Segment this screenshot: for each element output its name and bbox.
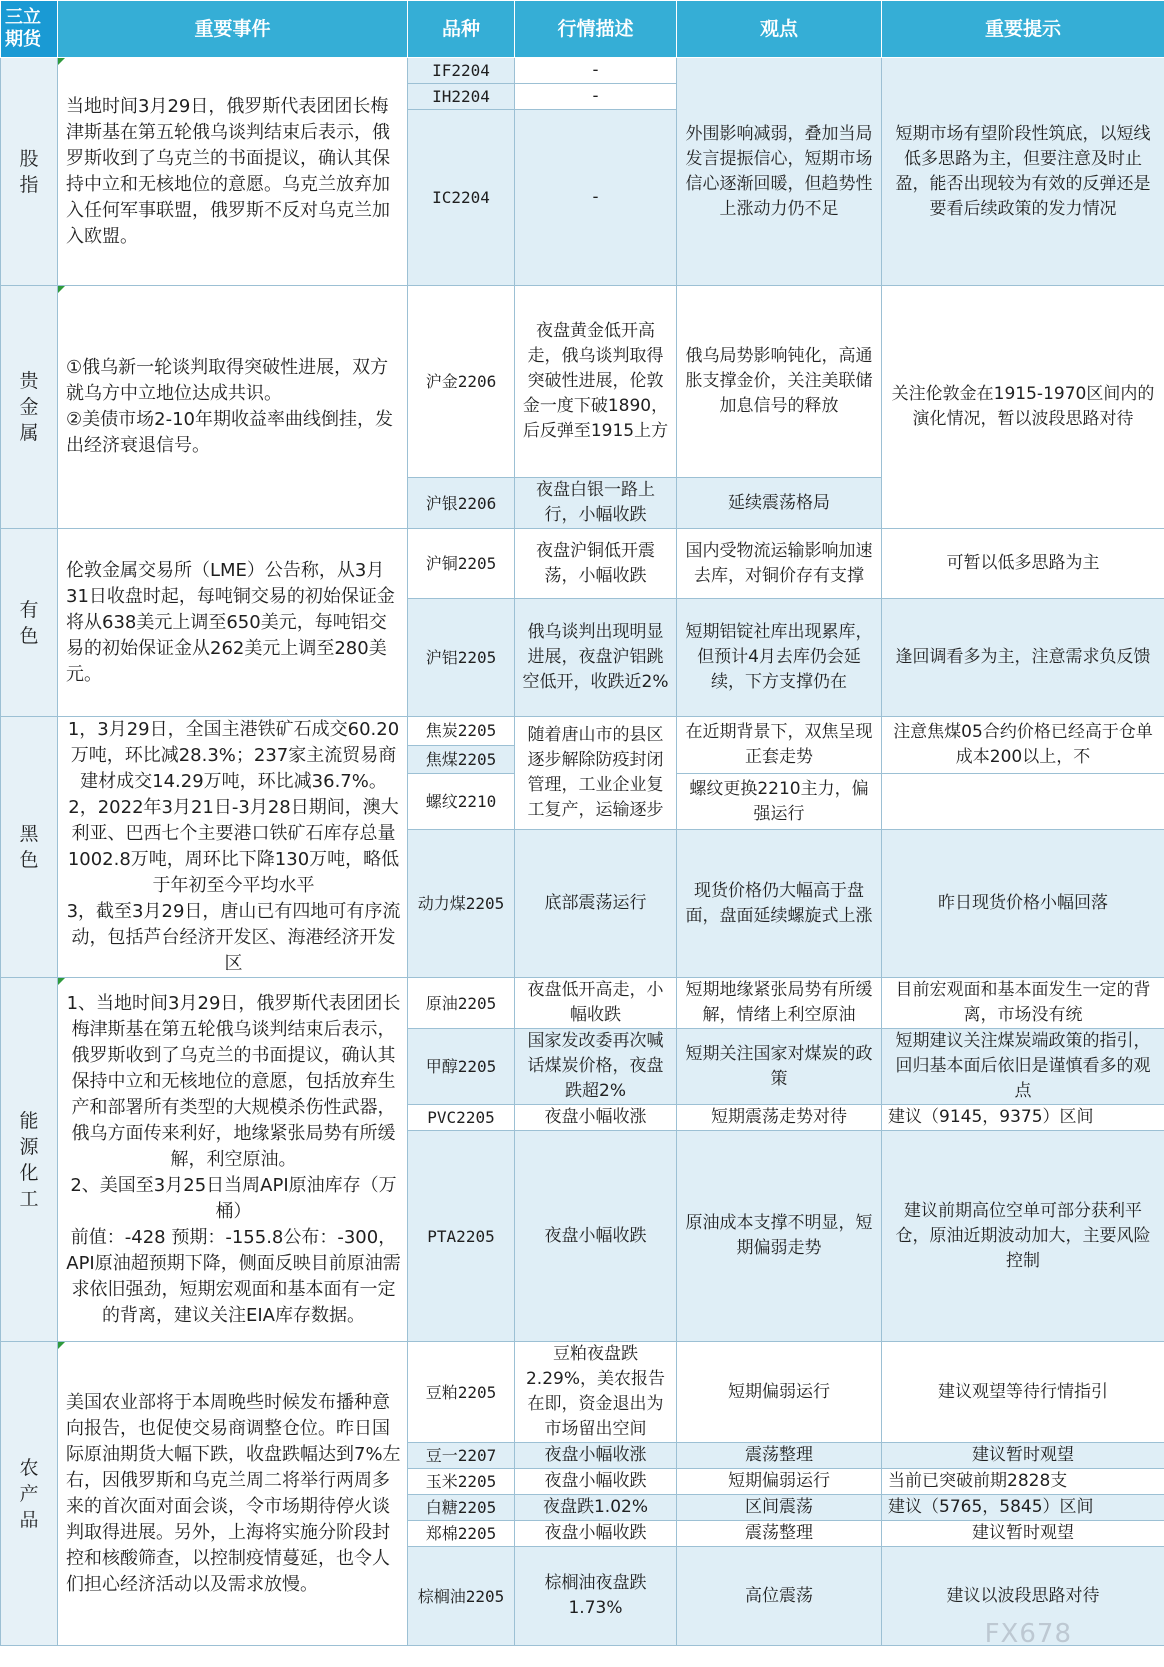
tip-rebar-empty — [882, 774, 1164, 830]
view-gold: 俄乌局势影响钝化，高通胀支撑金价，关注美联储加息信号的释放 — [677, 286, 882, 478]
col-header-events: 重要事件 — [58, 1, 408, 58]
product-ic2204: IC2204 — [408, 110, 515, 286]
product-ih2204: IH2204 — [408, 84, 515, 110]
desc-aluminum: 俄乌谈判出现明显进展，夜盘沪铝跳空低开，收跌近2% — [515, 599, 677, 717]
table-row — [1, 286, 1164, 478]
desc-copper: 夜盘沪铜低开震荡，小幅收跌 — [515, 529, 677, 599]
event-nonferrous — [58, 529, 408, 717]
product-if2204: IF2204 — [408, 58, 515, 84]
tip-sugar: 建议（5765，5845）区间 — [882, 1495, 1164, 1521]
table-row — [1, 529, 1164, 599]
tip-cotton: 建议暂时观望 — [882, 1521, 1164, 1547]
tip-aluminum: 逢回调看多为主，注意需求负反馈 — [882, 599, 1164, 717]
desc-sugar: 夜盘跌1.02% — [515, 1495, 677, 1521]
watermark: FX678 — [984, 1619, 1072, 1649]
desc-cotton: 夜盘小幅收跌 — [515, 1521, 677, 1547]
view-coke: 在近期背景下，双焦呈现正套走势 — [677, 717, 882, 774]
product-soymeal: 豆粕2205 — [408, 1342, 515, 1443]
comment-marker-icon — [58, 978, 65, 985]
view-copper: 国内受物流运输影响加速去库，对铜价存有支撑 — [677, 529, 882, 599]
tip-coke: 注意焦煤05合约价格已经高于仓单成本200以上，不 — [882, 717, 1164, 774]
col-header-product: 品种 — [408, 1, 515, 58]
desc-pta: 夜盘小幅收跌 — [515, 1131, 677, 1342]
tip-gold: 关注伦敦金在1915-1970区间内的演化情况，暂以波段思路对待 — [882, 286, 1164, 529]
view-palm-oil: 高位震荡 — [677, 1547, 882, 1646]
event-text: 1，3月29日，全国主港铁矿石成交60.20万吨，环比减28.3%；237家主流贸易商建材成交14.29万吨，环比减36.7%。 2，2022年3月21日-3月28日期间，澳大利亚、巴西七个主要港口铁矿石库存总量1002.8万吨，周环比下降130万吨，略低于年初至今平均水平 3，截至3月29日，唐山已有四地可有序流动，包括芦台经济开发区、海港经济开发区 — [66, 719, 401, 974]
tip-soybean1: 建议暂时观望 — [882, 1443, 1164, 1469]
view-pvc: 短期震荡走势对待 — [677, 1105, 882, 1131]
desc-ferrous: 随着唐山市的县区逐步解除防疫封闭管理，工业企业复工复产，运输逐步 — [515, 717, 677, 830]
view-sugar: 区间震荡 — [677, 1495, 882, 1521]
sector-stock-index: 股 指 — [1, 58, 58, 286]
tip-stock-index: 短期市场有望阶段性筑底，以短线低多思路为主，但要注意及时止盈，能否出现较为有效的反弹还是要看后续政策的发力情况 — [882, 58, 1164, 286]
desc-corn: 夜盘小幅收跌 — [515, 1469, 677, 1495]
event-stock-index — [58, 58, 408, 286]
sector-energy-chemicals: 能 源 化 工 — [1, 978, 58, 1342]
desc-gold: 夜盘黄金低开高走，俄乌谈判取得突破性进展，伦敦金一度下破1890，后反弹至1915上方 — [515, 286, 677, 478]
sector-precious-metals: 贵 金 属 — [1, 286, 58, 529]
table-row — [1, 978, 1164, 1029]
col-header-view: 观点 — [677, 1, 882, 58]
tip-soymeal: 建议观望等待行情指引 — [882, 1342, 1164, 1443]
desc-crude: 夜盘低开高走，小幅收跌 — [515, 978, 677, 1029]
product-sugar: 白糖2205 — [408, 1495, 515, 1521]
table-row — [1, 717, 1164, 746]
desc-if2204: - — [515, 58, 677, 84]
sector-ferrous: 黑 色 — [1, 717, 58, 978]
tip-pta: 建议前期高位空单可部分获利平仓，原油近期波动加大，主要风险控制 — [882, 1131, 1164, 1342]
table-row — [1, 1342, 1164, 1443]
product-cotton: 郑棉2205 — [408, 1521, 515, 1547]
tip-methanol: 短期建议关注煤炭端政策的指引，回归基本面后依旧是谨慎看多的观点 — [882, 1029, 1164, 1105]
product-copper: 沪铜2205 — [408, 529, 515, 599]
view-pta: 原油成本支撑不明显，短期偏弱走势 — [677, 1131, 882, 1342]
tip-corn: 当前已突破前期2828支 — [882, 1469, 1164, 1495]
desc-pvc: 夜盘小幅收涨 — [515, 1105, 677, 1131]
product-aluminum: 沪铝2205 — [408, 599, 515, 717]
event-text: 1、当地时间3月29日，俄罗斯代表团团长梅津斯基在第五轮俄乌谈判结束后表示，俄罗斯收到了乌克兰的书面提议，确认其保持中立和无核地位的意愿，包括放弃生产和部署所有类型的大规模杀伤性武器，俄乌方面传来利好，地缘紧张局势有所缓解，利空原油。 2、美国至3月25日当周API原油库存（万桶） 前值：-428 预期：-155.8公布：-300，API原油超预期下降，侧面反映目前原油需求依旧强劲，短期宏观面和基本面有一定的背离，建议关注EIA库存数据。 — [66, 992, 401, 1326]
product-pta: PTA2205 — [408, 1131, 515, 1342]
view-silver: 延续震荡格局 — [677, 478, 882, 529]
tip-thermal-coal: 昨日现货价格小幅回落 — [882, 830, 1164, 978]
view-aluminum: 短期铝锭社库出现累库，但预计4月去库仍会延续，下方支撑仍在 — [677, 599, 882, 717]
view-soybean1: 震荡整理 — [677, 1443, 882, 1469]
product-soybean1: 豆一2207 — [408, 1443, 515, 1469]
product-thermal-coal: 动力煤2205 — [408, 830, 515, 978]
desc-methanol: 国家发改委再次喊话煤炭价格，夜盘跌超2% — [515, 1029, 677, 1105]
table-row — [1, 58, 1164, 84]
view-soymeal: 短期偏弱运行 — [677, 1342, 882, 1443]
tip-pvc: 建议（9145，9375）区间 — [882, 1105, 1164, 1131]
event-ferrous — [58, 717, 408, 978]
event-text: ①俄乌新一轮谈判取得突破性进展，双方就乌方中立地位达成共识。 ②美债市场2-10年期收益率曲线倒挂，发出经济衰退信号。 — [66, 357, 393, 456]
tip-palm-oil: 建议以波段思路对待 — [882, 1547, 1164, 1646]
desc-ic2204: - — [515, 110, 677, 286]
event-text: 伦敦金属交易所（LME）公告称，从3月31日收盘时起，每吨铜交易的初始保证金将从638美元上调至650美元，每吨铝交易的初始保证金从262美元上调至280美元。 — [66, 559, 395, 685]
product-silver: 沪银2206 — [408, 478, 515, 529]
view-crude: 短期地缘紧张局势有所缓解，情绪上利空原油 — [677, 978, 882, 1029]
product-pvc: PVC2205 — [408, 1105, 515, 1131]
desc-palm-oil: 棕榈油夜盘跌1.73% — [515, 1547, 677, 1646]
event-text: 美国农业部将于本周晚些时候发布播种意向报告，也促使交易商调整仓位。昨日国际原油期货大幅下跌，收盘跌幅达到7%左右，因俄罗斯和乌克兰周二将举行两周多来的首次面对面会谈，令市场期待停火谈判取得进展。另外，上海将实施分阶段封控和核酸筛查，以控制疫情蔓延，也令人们担心经济活动以及需求放慢。 — [66, 1391, 401, 1595]
event-text: 当地时间3月29日，俄罗斯代表团团长梅津斯基在第五轮俄乌谈判结束后表示，俄罗斯收到了乌克兰的书面提议，确认其保持中立和无核地位的意愿。乌克兰放弃加入任何军事联盟，俄罗斯不反对乌克兰加入欧盟。 — [66, 95, 390, 247]
product-rebar: 螺纹2210 — [408, 774, 515, 830]
view-thermal-coal: 现货价格仍大幅高于盘面，盘面延续螺旋式上涨 — [677, 830, 882, 978]
desc-soymeal: 豆粕夜盘跌2.29%，美农报告在即，资金退出为市场留出空间 — [515, 1342, 677, 1443]
product-corn: 玉米2205 — [408, 1469, 515, 1495]
col-header-tips: 重要提示 — [882, 1, 1164, 58]
sector-nonferrous: 有 色 — [1, 529, 58, 717]
tip-copper: 可暂以低多思路为主 — [882, 529, 1164, 599]
brand-logo-text: 三立 期货 — [1, 1, 58, 58]
product-coking-coal: 焦煤2205 — [408, 745, 515, 774]
product-methanol: 甲醇2205 — [408, 1029, 515, 1105]
comment-marker-icon — [58, 58, 65, 65]
view-stock-index: 外围影响减弱，叠加当局发言提振信心，短期市场信心逐渐回暖，但趋势性上涨动力仍不足 — [677, 58, 882, 286]
product-palm-oil: 棕榈油2205 — [408, 1547, 515, 1646]
sector-agriculture: 农 产 品 — [1, 1342, 58, 1646]
view-rebar: 螺纹更换2210主力，偏强运行 — [677, 774, 882, 830]
product-crude: 原油2205 — [408, 978, 515, 1029]
event-agriculture — [58, 1342, 408, 1646]
view-methanol: 短期关注国家对煤炭的政策 — [677, 1029, 882, 1105]
product-coke: 焦炭2205 — [408, 717, 515, 746]
desc-ih2204: - — [515, 84, 677, 110]
comment-marker-icon — [58, 286, 65, 293]
desc-silver: 夜盘白银一路上行，小幅收跌 — [515, 478, 677, 529]
event-energy-chemicals — [58, 978, 408, 1342]
desc-soybean1: 夜盘小幅收涨 — [515, 1443, 677, 1469]
event-precious-metals — [58, 286, 408, 529]
comment-marker-icon — [58, 1342, 65, 1349]
desc-thermal-coal: 底部震荡运行 — [515, 830, 677, 978]
tip-crude: 目前宏观面和基本面发生一定的背离，市场没有统 — [882, 978, 1164, 1029]
product-gold: 沪金2206 — [408, 286, 515, 478]
view-corn: 短期偏弱运行 — [677, 1469, 882, 1495]
col-header-market-desc: 行情描述 — [515, 1, 677, 58]
view-cotton: 震荡整理 — [677, 1521, 882, 1547]
